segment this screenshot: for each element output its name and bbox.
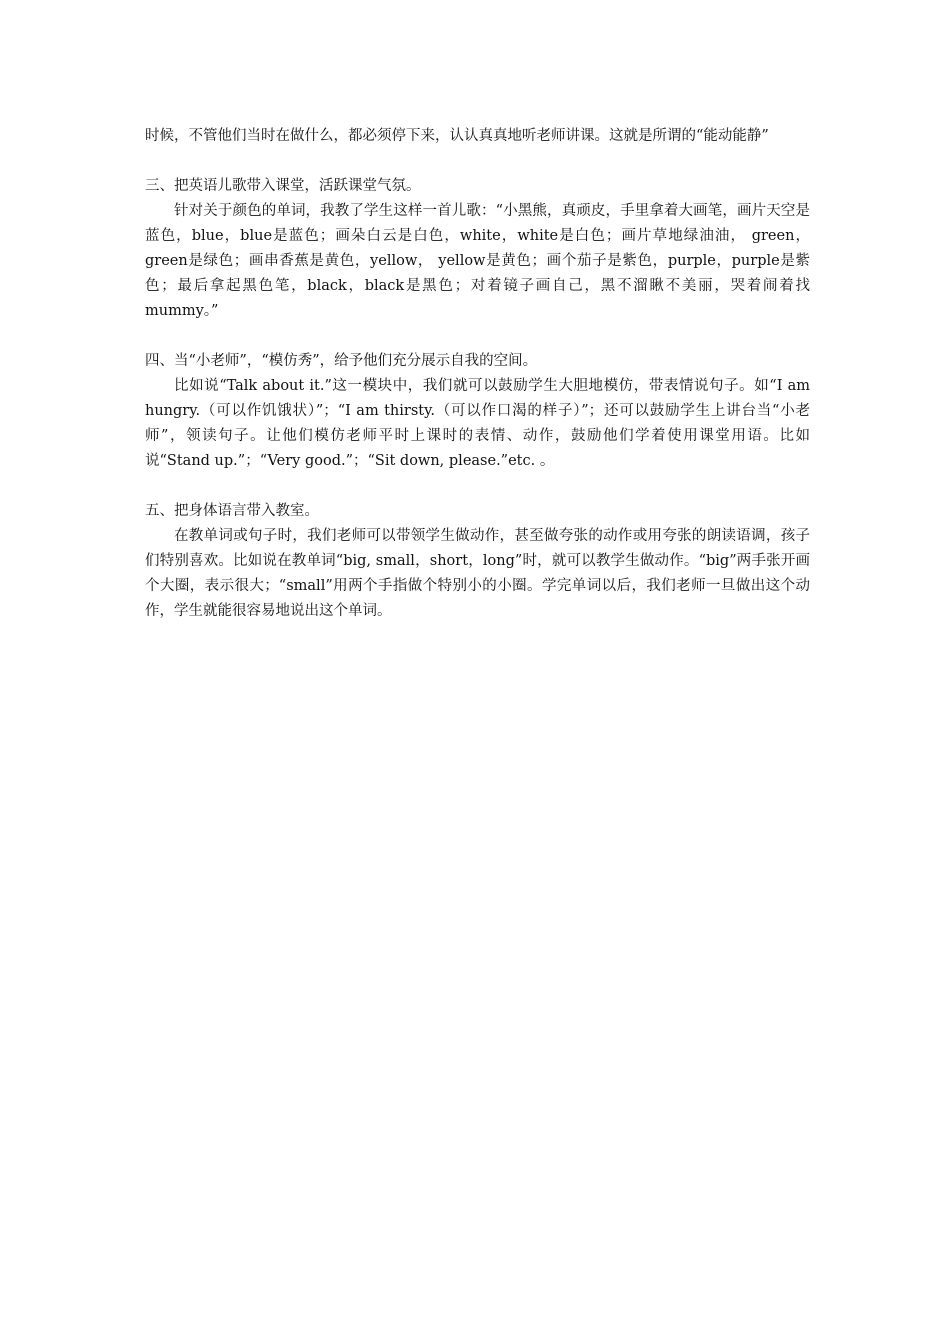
section-heading-3: 三、把英语儿歌带入课堂，活跃课堂气氛。 <box>145 178 421 194</box>
section-heading-5: 五、把身体语言带入教室。 <box>145 503 319 519</box>
paragraph-intro: 时候，不管他们当时在做什么，都必须停下来，认认真真地听老师讲课。这就是所谓的“能动能静” <box>145 128 769 144</box>
document-page <box>145 124 810 624</box>
paragraph-gap <box>145 324 810 349</box>
paragraph-gap <box>145 474 810 499</box>
section-body-4: 比如说“Talk about it.”这一模块中，我们就可以鼓励学生大胆地模仿，带表情说句子。如“I am hungry.（可以作饥饿状）”；“I am thirsty.（可以作口渴的样子）”；还可以鼓励学生上讲台当“小老师”，领读句子。让他们模仿老师平时上课时的表情、动作，鼓励他们学着使用课堂用语。比如说“Stand up.”；“Very good.”；“Sit down, please.”etc. 。 <box>145 378 810 469</box>
paragraph-gap <box>145 149 810 174</box>
section-heading-4: 四、当“小老师”，“模仿秀”，给予他们充分展示自我的空间。 <box>145 353 538 369</box>
section-body-3: 针对关于颜色的单词，我教了学生这样一首儿歌：“小黑熊，真顽皮，手里拿着大画笔，画片天空是蓝色，blue，blue是蓝色；画朵白云是白色，white，white是白色；画片草地绿油油， green，green是绿色；画串香蕉是黄色，yellow， yellow是黄色；画个茄子是紫色，purple，purple是紫色；最后拿起黑色笔，black，black是黑色；对着镜子画自己，黑不溜瞅不美丽，哭着闹着找mummy。” <box>145 203 810 319</box>
section-body-5: 在教单词或句子时，我们老师可以带领学生做动作，甚至做夸张的动作或用夸张的朗读语调，孩子们特别喜欢。比如说在教单词“big, small，short，long”时，就可以教学生做动作。“big”两手张开画个大圈，表示很大；“small”用两个手指做个特别小的小圈。学完单词以后，我们老师一旦做出这个动作，学生就能很容易地说出这个单词。 <box>145 528 810 619</box>
